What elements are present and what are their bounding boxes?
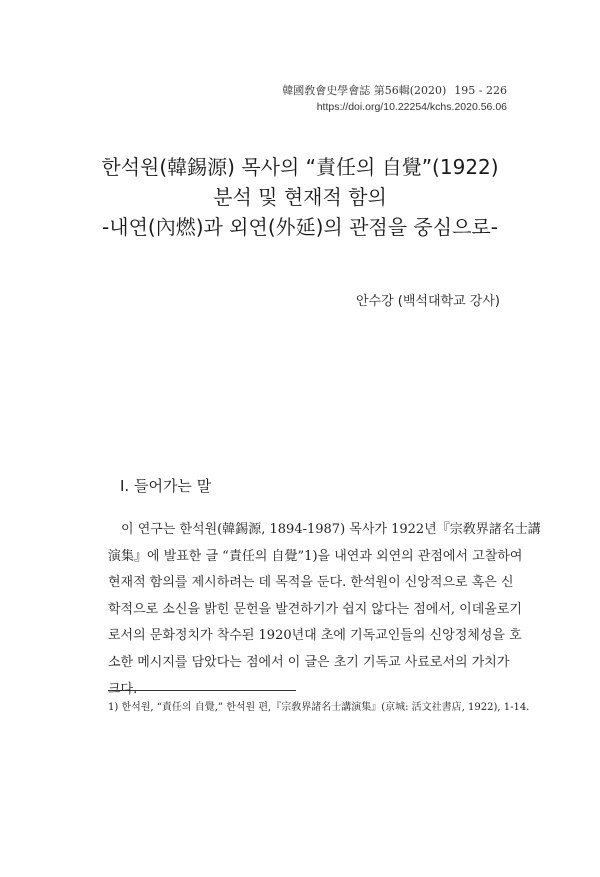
title-line-2: 분석 및 현재적 함의 — [213, 185, 387, 209]
doi-link[interactable]: https://doi.org/10.22254/kchs.2020.56.06 — [316, 101, 507, 113]
journal-citation — [274, 83, 507, 99]
paragraph-line: 소한 메시지를 담았다는 점에서 이 글은 초기 기독교 사료로서의 가치가 — [108, 654, 510, 670]
paragraph-line: 이 연구는 한석원(韓錫源, 1894-1987) 목사가 1922년『宗敎界諸名士講 — [121, 522, 541, 537]
running-header — [274, 83, 507, 115]
paragraph-line: 로서의 문화정치가 착수된 1920년대 초에 기독교인들의 신앙정체성을 호 — [108, 628, 522, 644]
section-heading: I. 들어가는 말 — [120, 477, 212, 495]
page-range: 195 - 226 — [454, 84, 507, 97]
journal-name: 韓國敎會史學會誌 第56輯(2020) — [282, 84, 447, 97]
footnote-divider — [108, 690, 296, 691]
subtitle: -내연(內燃)과 외연(外延)의 관점을 중심으로- — [102, 215, 498, 239]
paragraph-line: 演集』에 발표한 글 “責任의 自覺”1)을 내연과 외연의 관점에서 고찰하여 — [108, 548, 523, 564]
body-paragraph — [108, 517, 541, 703]
title-line-1: 한석원(韓錫源) 목사의 “責任의 自覺”(1922) — [101, 155, 499, 179]
author-affiliation: 안수강 (백석대학교 강사) — [356, 294, 500, 309]
paragraph-line: 현재적 함의를 제시하려는 데 목적을 둔다. 한석원이 신앙적으로 혹은 신 — [108, 575, 514, 591]
paper-title — [0, 152, 600, 242]
footnote: 1) 한석원, “責任의 自覺,” 한석원 편,『宗敎界諸名士講演集』(京城: 活文社書店, 1922), 1-14. — [108, 702, 530, 713]
paragraph-line: 학적으로 소신을 밝힌 문헌을 발견하기가 쉽지 않다는 점에서, 이데올로기 — [108, 601, 522, 617]
